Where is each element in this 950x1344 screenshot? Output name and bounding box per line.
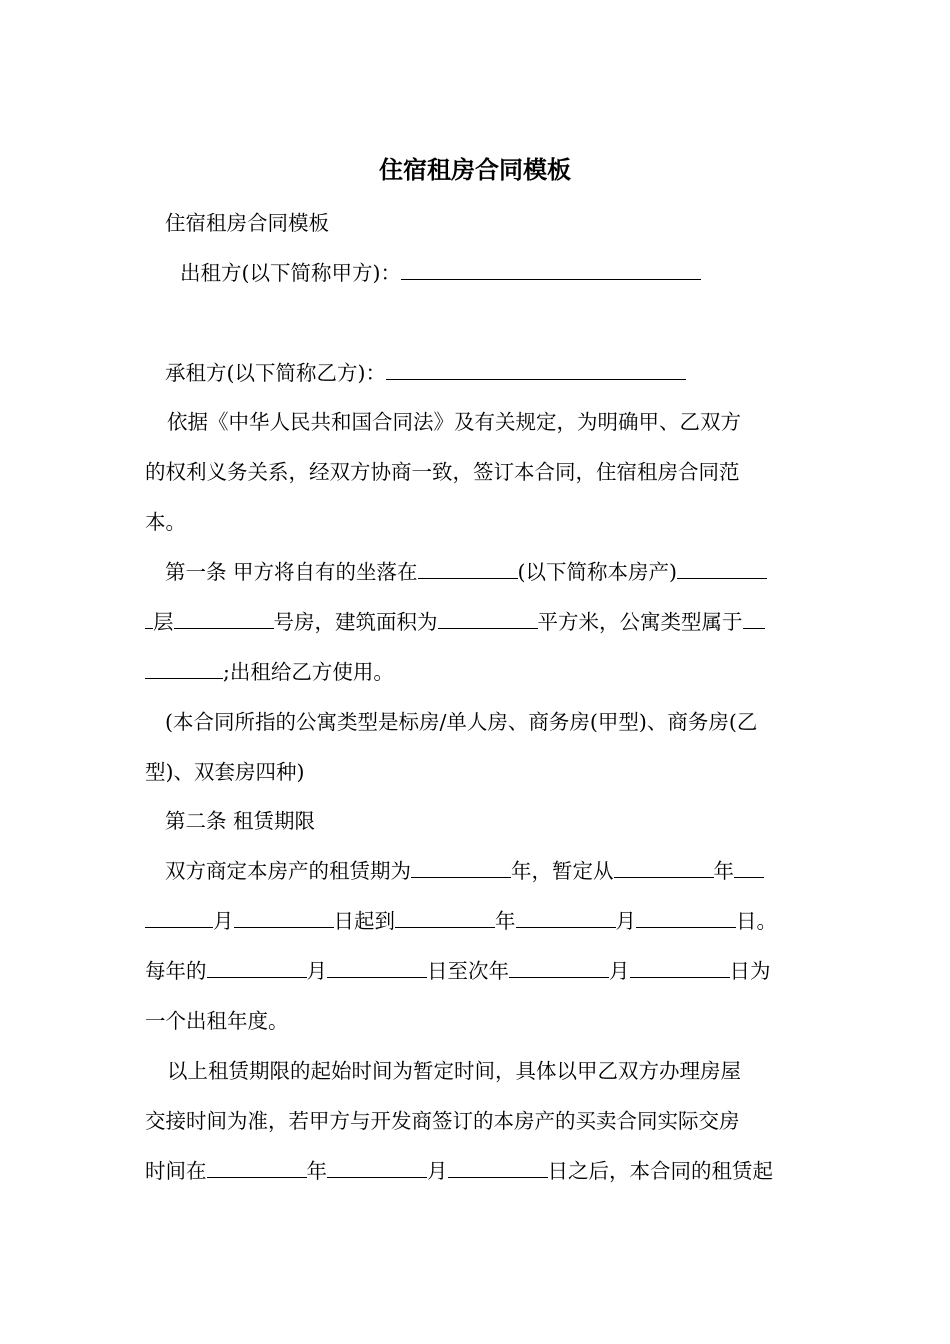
article2-end-day-blank <box>630 958 730 978</box>
article2-month-text-3: 月 <box>306 959 327 983</box>
article2-day-is-text: 日为 <box>729 959 771 983</box>
preamble-line-2: 的权利义务关系，经双方协商一致，签订本合同，住宿租房合同范 <box>145 460 740 484</box>
article2-month-text: 月 <box>213 909 234 933</box>
article2-month-text-4: 月 <box>609 959 630 983</box>
article1-line-3 <box>145 657 810 687</box>
lessor-line <box>145 258 845 288</box>
article2-heading: 第二条 租赁期限 <box>165 809 316 833</box>
article2-p2-line-1: 以上租赁期限的起始时间为暂定时间，具体以甲乙双方办理房屋 <box>167 1059 741 1083</box>
article2-day-end-text: 日。 <box>736 909 777 933</box>
article1-location-text: 第一条 甲方将自有的坐落在 <box>165 560 418 584</box>
note-line-2: 型)、双套房四种) <box>145 760 305 784</box>
lessee-line <box>145 358 830 388</box>
article2-p2-line-3 <box>145 1156 810 1186</box>
article2-p2-line-2: 交接时间为准，若甲方与开发商签订的本房产的买卖合同实际交房 <box>145 1109 740 1133</box>
article2-p2-year-text: 年 <box>306 1159 327 1183</box>
article2-from-month-blank <box>734 858 764 878</box>
lessor-label: 出租方(以下简称甲方)： <box>180 261 401 285</box>
article1-floor-blank <box>677 559 767 579</box>
document-title: 住宿租房合同模板 <box>379 156 571 184</box>
lessor-blank <box>401 260 701 280</box>
article1-use-text: ;出租给乙方使用。 <box>223 660 394 684</box>
article2-p2-after-text: 日之后，本合同的租赁起 <box>547 1159 773 1183</box>
article2-month-text-2: 月 <box>615 909 636 933</box>
preamble-line-1: 依据《中华人民共和国合同法》及有关规定，为明确甲、乙双方 <box>167 410 741 434</box>
article1-floor-text: 层 <box>153 610 174 634</box>
article1-area-blank <box>438 609 538 629</box>
article2-to-text: 日起到 <box>333 909 395 933</box>
article2-from-year-blank <box>614 858 714 878</box>
article2-line-3 <box>145 956 810 986</box>
note-line-1: (本合同所指的公寓类型是标房/单人房、商务房(甲型)、商务房(乙 <box>165 710 758 734</box>
article2-to-year-blank <box>395 908 495 928</box>
document-subtitle: 住宿租房合同模板 <box>165 211 329 235</box>
article2-from-month-blank-cont <box>145 908 213 928</box>
article2-line-4: 一个出租年度。 <box>145 1009 289 1033</box>
preamble-line-3: 本。 <box>145 510 186 534</box>
article2-next-year-text: 日至次年 <box>427 959 509 983</box>
article2-term-blank <box>411 858 511 878</box>
article2-each-year-text: 每年的 <box>145 959 207 983</box>
article2-p2-day-blank <box>448 1158 548 1178</box>
article1-line-2 <box>145 607 810 637</box>
article1-type-blank-cont <box>145 659 223 679</box>
article2-from-day-blank <box>234 908 334 928</box>
lessee-blank <box>386 360 686 380</box>
article2-start-day-blank <box>327 958 427 978</box>
article1-line-1 <box>145 557 830 587</box>
article2-p2-year-blank <box>207 1158 307 1178</box>
article2-line-2 <box>145 906 810 936</box>
article2-p2-month-blank <box>327 1158 427 1178</box>
article2-start-month-blank <box>207 958 307 978</box>
article1-location-blank <box>418 559 518 579</box>
article2-to-month-blank <box>516 908 616 928</box>
article1-room-blank <box>174 609 274 629</box>
article2-term-text: 双方商定本房产的租赁期为 <box>165 859 411 883</box>
article1-property-text: (以下简称本房产) <box>517 560 678 584</box>
article2-year-text-3: 年 <box>495 909 516 933</box>
article1-area-text: 号房，建筑面积为 <box>273 610 438 634</box>
article1-type-text: 平方米，公寓类型属于 <box>537 610 743 634</box>
article2-year-text-2: 年 <box>713 859 734 883</box>
article2-line-1 <box>145 856 830 886</box>
article2-end-month-blank <box>509 958 609 978</box>
article2-p2-time-text: 时间在 <box>145 1159 207 1183</box>
article1-type-blank <box>743 609 765 629</box>
article2-from-text: ，暂定从 <box>531 859 614 883</box>
article2-year-text: 年 <box>511 859 532 883</box>
article2-p2-month-text: 月 <box>427 1159 448 1183</box>
article2-to-day-blank <box>636 908 736 928</box>
lessee-label: 承租方(以下简称乙方)： <box>165 361 386 385</box>
article1-floor-blank-cont <box>145 609 153 629</box>
